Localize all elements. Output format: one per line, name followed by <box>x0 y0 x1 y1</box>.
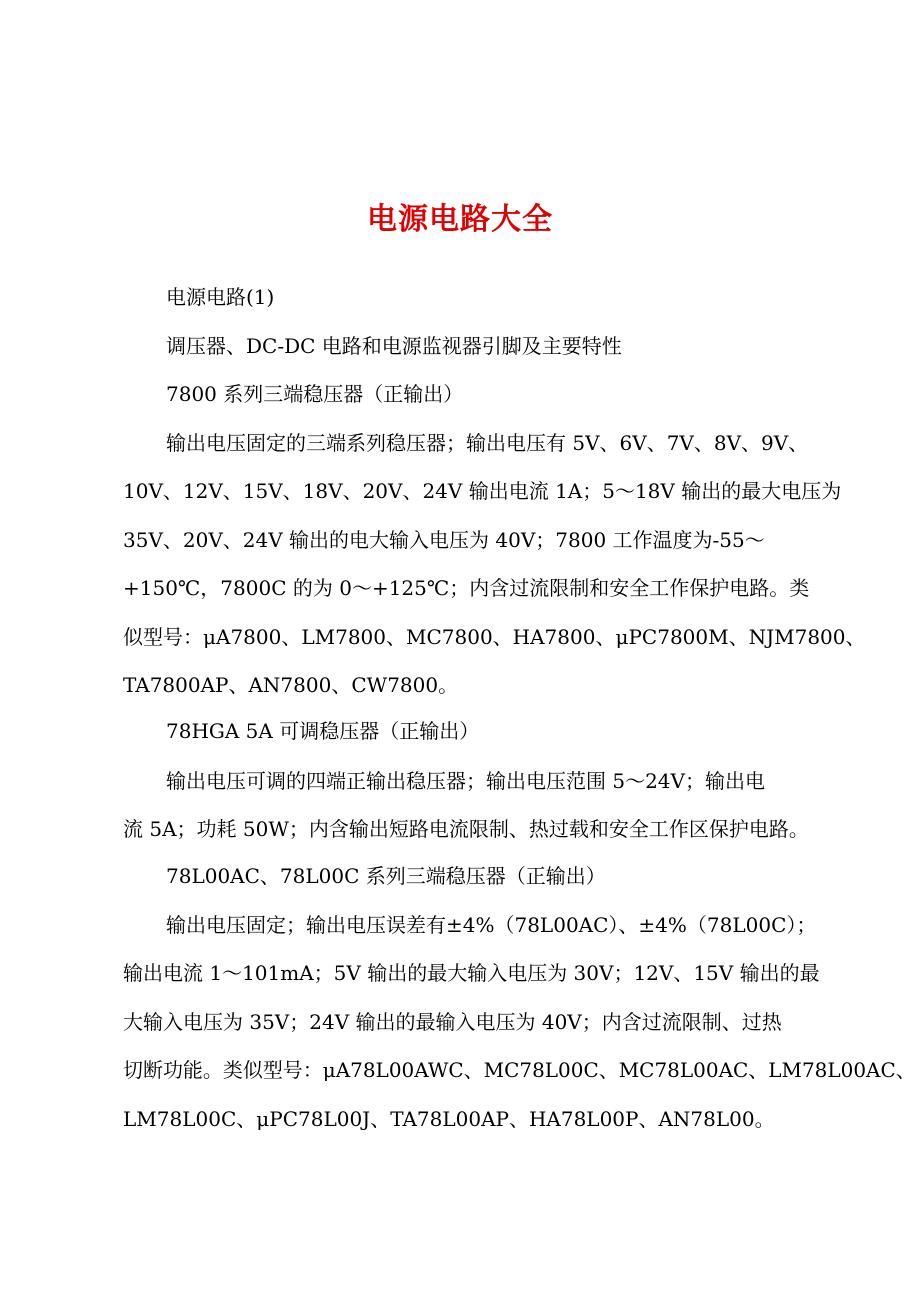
paragraph-line: 大输入电压为 35V；24V 输出的最输入电压为 40V；内含过流限制、过热 <box>123 1010 782 1034</box>
item-heading-78l00: 78L00AC、78L00C 系列三端稳压器（正输出） <box>166 864 606 888</box>
page-title: 电源电路大全 <box>367 202 553 237</box>
section-heading: 电源电路(1) <box>166 285 275 309</box>
paragraph-line: 35V、20V、24V 输出的电大输入电压为 40V；7800 工作温度为-55～ <box>123 528 765 552</box>
paragraph-line: 输出电压固定；输出电压误差有±4%（78L00AC）、±4%（78L00C）； <box>166 913 817 937</box>
paragraph-line: 输出电压固定的三端系列稳压器；输出电压有 5V、6V、7V、8V、9V、 <box>166 431 809 455</box>
paragraph-line: 流 5A；功耗 50W；内含输出短路电流限制、热过载和安全工作区保护电路。 <box>123 817 809 841</box>
paragraph-line: LM78L00C、μPC78L00J、TA78L00AP、HA78L00P、AN78L00。 <box>123 1107 775 1131</box>
paragraph-line: 切断功能。类似型号：μA78L00AWC、MC78L00C、MC78L00AC、LM78L00AC、 <box>123 1058 916 1082</box>
paragraph-line: TA7800AP、AN7800、CW7800。 <box>123 673 459 697</box>
paragraph-line: 10V、12V、15V、18V、20V、24V 输出电流 1A；5～18V 输出的最大电压为 <box>123 479 842 503</box>
paragraph-line: +150℃，7800C 的为 0～+125℃；内含过流限制和安全工作保护电路。类 <box>123 576 810 600</box>
paragraph-line: 输出电压可调的四端正输出稳压器；输出电压范围 5～24V；输出电 <box>166 769 765 793</box>
paragraph-line: 输出电流 1～101mA；5V 输出的最大输入电压为 30V；12V、15V 输出的最 <box>123 961 820 985</box>
item-heading-7800: 7800 系列三端稳压器（正输出） <box>166 382 464 406</box>
paragraph-line: 似型号：μA7800、LM7800、MC7800、HA7800、μPC7800M、NJM7800、 <box>123 625 866 649</box>
item-heading-78hga: 78HGA 5A 可调稳压器（正输出） <box>166 719 480 743</box>
subsection-heading: 调压器、DC-DC 电路和电源监视器引脚及主要特性 <box>166 334 622 358</box>
